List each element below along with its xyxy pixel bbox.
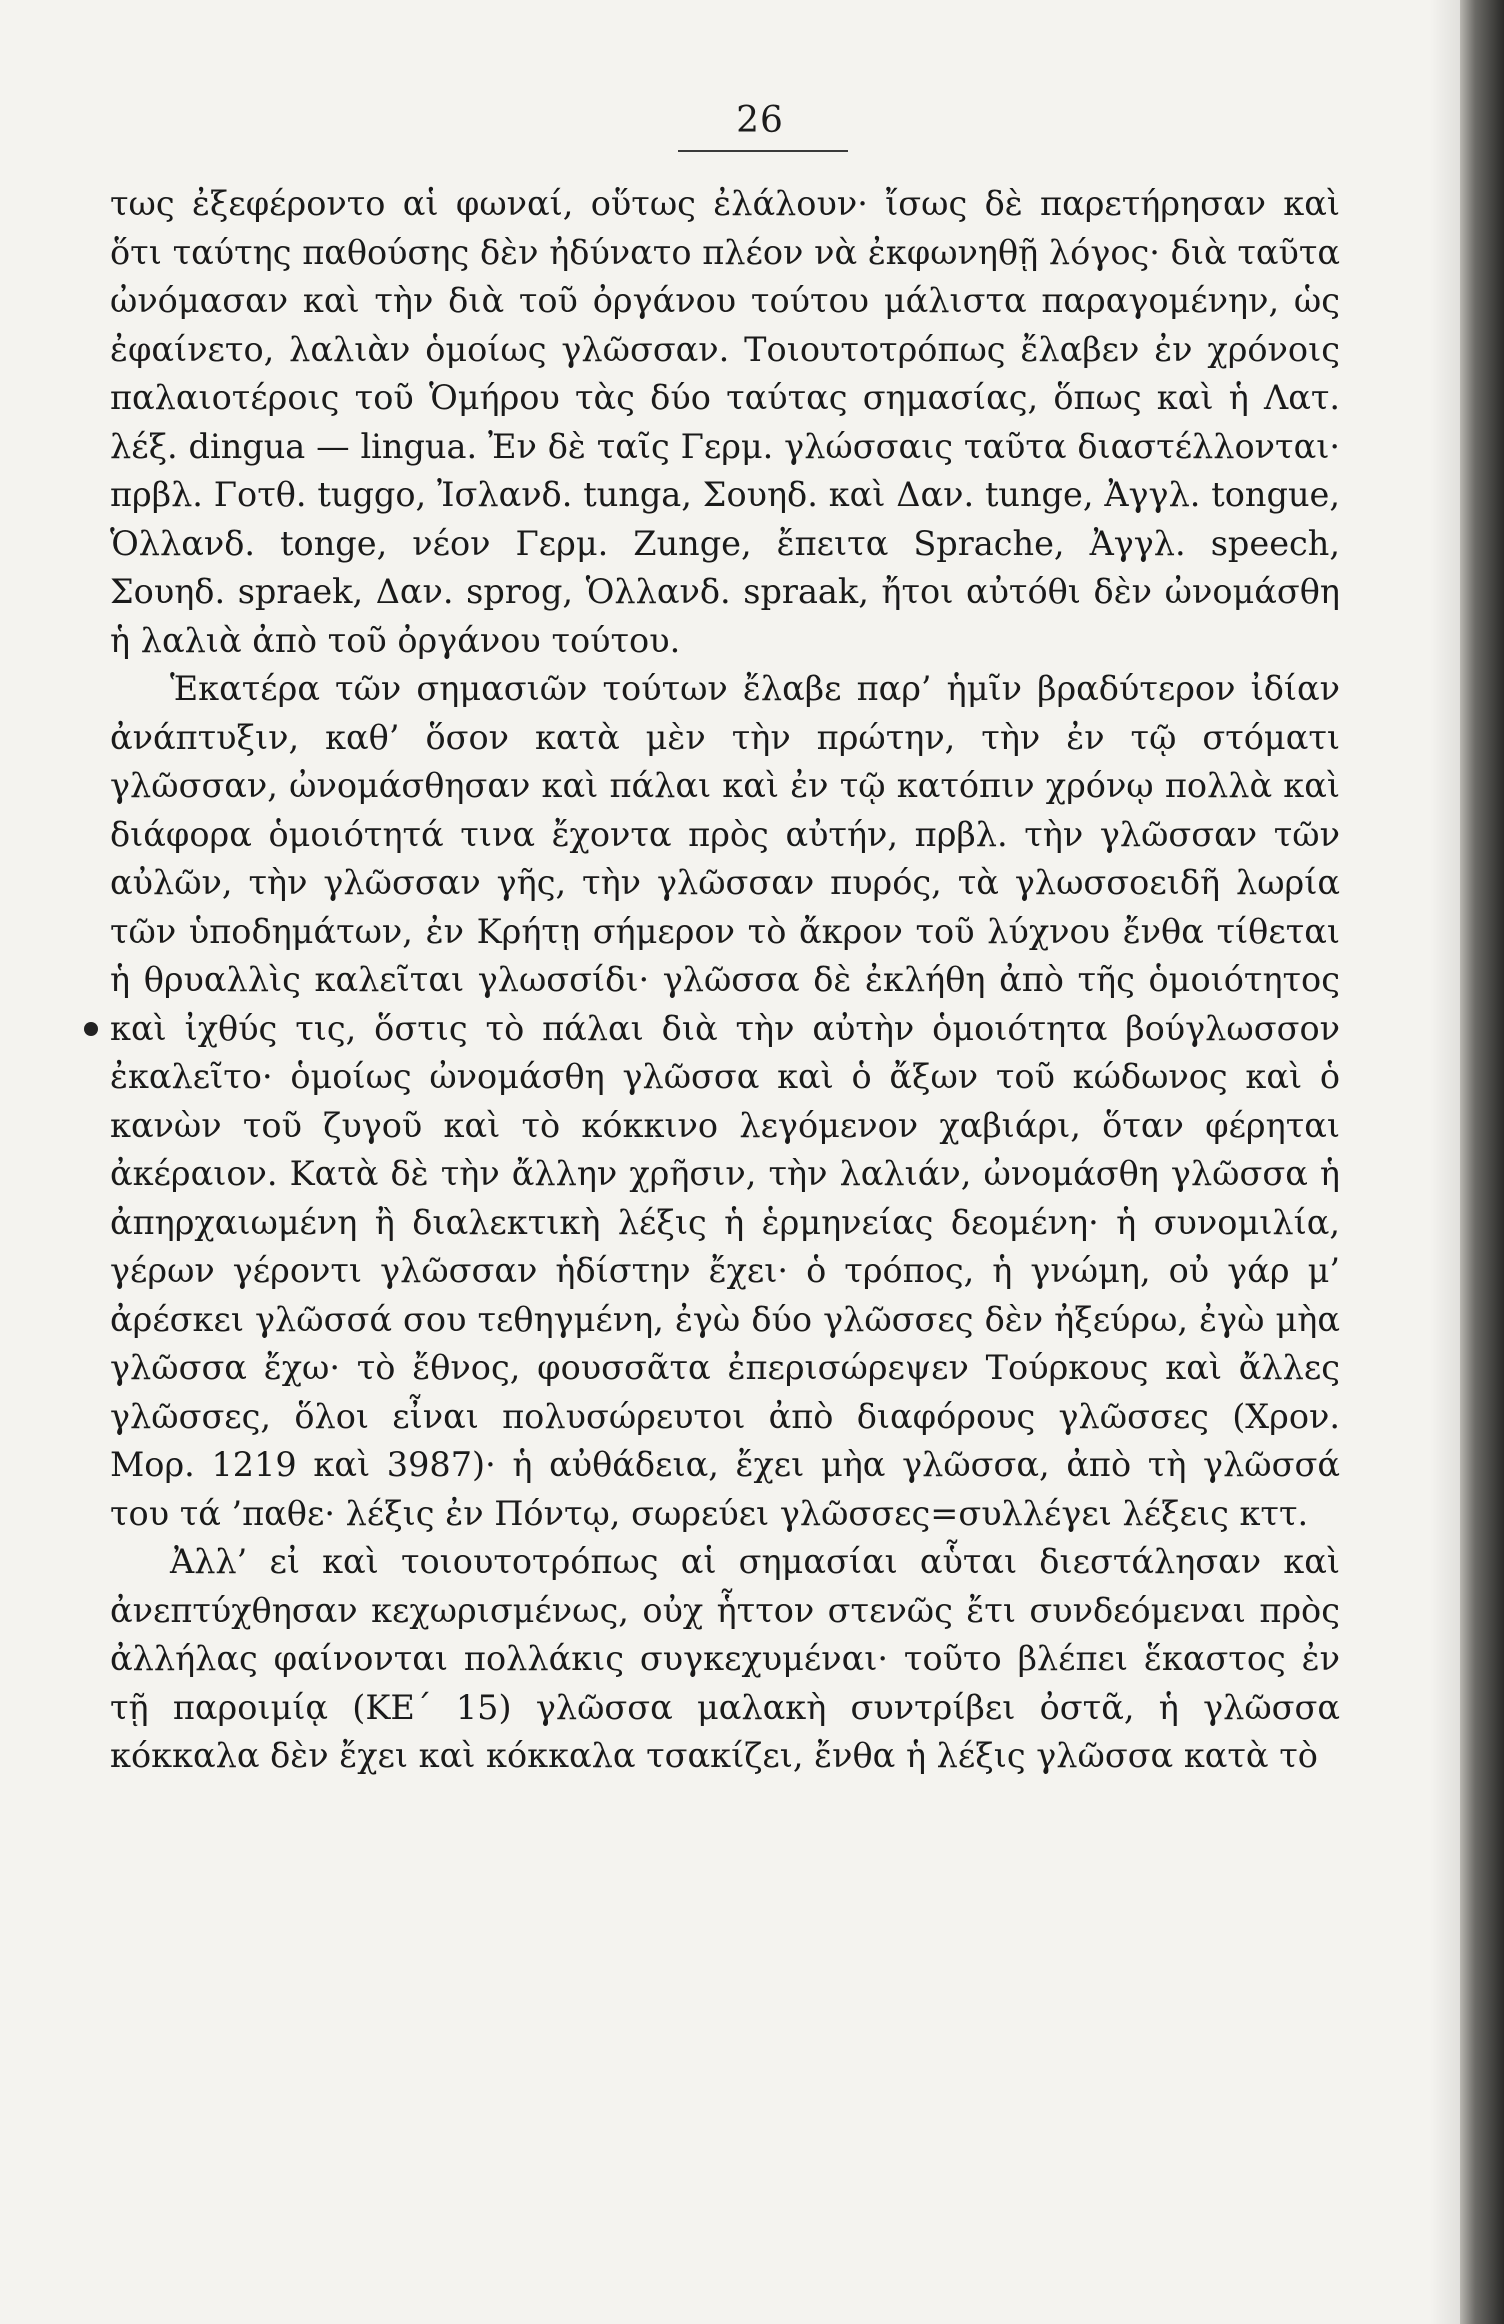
paragraph-3: Ἀλλ’ εἰ καὶ τοιουτοτρόπως αἱ σημασίαι αὗται διεστάλησαν καὶ ἀνεπτύχθησαν κεχωρισμένως, οὐχ ἧττον στενῶς ἔτι συνδεόμεναι πρὸς ἀλλήλας φαίνονται πολλάκις συγκεχυμέναι· τοῦτο βλέπει ἕκαστος ἐν τῇ παροιμίᾳ (ΚΕ΄ 15) γλῶσσα μαλακὴ συντρίβει ὀστᾶ, ἡ γλῶσσα κόκκαλα δὲν ἔχει καὶ κόκκαλα τσακίζει, ἔνθα ἡ λέξις γλῶσσα κατὰ τὸ [110, 1542, 1340, 1775]
page-number: 26 [736, 100, 784, 141]
page-body-text [110, 180, 1340, 1781]
margin-ink-dot [84, 1022, 98, 1036]
header-rule [678, 150, 848, 152]
book-spine-edge [1460, 0, 1504, 2324]
paragraph-2: Ἑκατέρα τῶν σημασιῶν τούτων ἔλαβε παρ’ ἡμῖν βραδύτερον ἰδίαν ἀνάπτυξιν, καθ’ ὅσον κατὰ μὲν τὴν πρώτην, τὴν ἐν τῷ στόματι γλῶσσαν, ὠνομάσθησαν καὶ πάλαι καὶ ἐν τῷ κατόπιν χρόνῳ πολλὰ καὶ διάφορα ὁμοιότητά τινα ἔχοντα πρὸς αὐτήν, πρβλ. τὴν γλῶσσαν τῶν αὐλῶν, τὴν γλῶσσαν γῆς, τὴν γλῶσσαν πυρός, τὰ γλωσσοειδῆ λωρία τῶν ὑποδημάτων, ἐν Κρήτῃ σήμερον τὸ ἄκρον τοῦ λύχνου ἔνθα τίθεται ἡ θρυαλλὶς καλεῖται γλωσσίδι· γλῶσσα δὲ ἐκλήθη ἀπὸ τῆς ὁμοιότητος καὶ ἰχθύς τις, ὅστις τὸ πάλαι διὰ τὴν αὐτὴν ὁμοιότητα βούγλωσσον ἐκαλεῖτο· ὁμοίως ὠνομάσθη γλῶσσα καὶ ὁ ἄξων τοῦ κώδωνος καὶ ὁ κανὼν τοῦ ζυγοῦ καὶ τὸ κόκκινο λεγόμενον χαβιάρι, ὅταν φέρηται ἀκέραιον. Κατὰ δὲ τὴν ἄλλην χρῆσιν, τὴν λαλιάν, ὠνομάσθη γλῶσσα ἡ ἀπηρχαιωμένη ἢ διαλεκτικὴ λέξις ἡ ἑρμηνείας δεομένη· ἡ συνομιλία, γέρων γέροντι γλῶσσαν ἡδίστην ἔχει· ὁ τρόπος, ἡ γνώμη, οὐ γάρ μ’ ἀρέσκει γλῶσσά σου τεθηγμένη, ἐγὼ δύο γλῶσσες δὲν ἠξεύρω, ἐγὼ μὴα γλῶσσα ἔχω· τὸ ἔθνος, φουσσᾶτα ἐπερισώρεψεν Τούρκους καὶ ἄλλες γλῶσσες, ὅλοι εἶναι πολυσώρευτοι ἀπὸ διαφόρους γλῶσσες (Χρον. Μορ. 1219 καὶ 3987)· ἡ αὐθάδεια, ἔχει μὴα γλῶσσα, ἀπὸ τὴ γλῶσσά του τά ’παθε· λέξις ἐν Πόντῳ, σωρεύει γλῶσσες=συλλέγει λέξεις κττ. [110, 669, 1340, 1533]
page-gutter-shadow [1430, 0, 1460, 2324]
book-page [110, 100, 1340, 2280]
paragraph-1: τως ἐξεφέροντο αἱ φωναί, οὕτως ἐλάλουν· ἴσως δὲ παρετήρησαν καὶ ὅτι ταύτης παθούσης δὲν ἠδύνατο πλέον νὰ ἐκφωνηθῇ λόγος· διὰ ταῦτα ὠνόμασαν καὶ τὴν διὰ τοῦ ὀργάνου τούτου μάλιστα παραγομένην, ὡς ἐφαίνετο, λαλιὰν ὁμοίως γλῶσσαν. Τοιουτοτρόπως ἔλαβεν ἐν χρόνοις παλαιοτέροις τοῦ Ὁμήρου τὰς δύο ταύτας σημασίας, ὅπως καὶ ἡ Λατ. λέξ. dingua — lingua. Ἐν δὲ ταῖς Γερμ. γλώσσαις ταῦτα διαστέλλονται· πρβλ. Γοτθ. tuggo, Ἰσλανδ. tunga, Σουηδ. καὶ Δαν. tunge, Ἀγγλ. tongue, Ὁλλανδ. tonge, νέον Γερμ. Zunge, ἔπειτα Sprache, Ἀγγλ. speech, Σουηδ. spraek, Δαν. sprog, Ὁλλανδ. spraak, ἤτοι αὐτόθι δὲν ὠνομάσθη ἡ λαλιὰ ἀπὸ τοῦ ὀργάνου τούτου. [110, 184, 1340, 660]
